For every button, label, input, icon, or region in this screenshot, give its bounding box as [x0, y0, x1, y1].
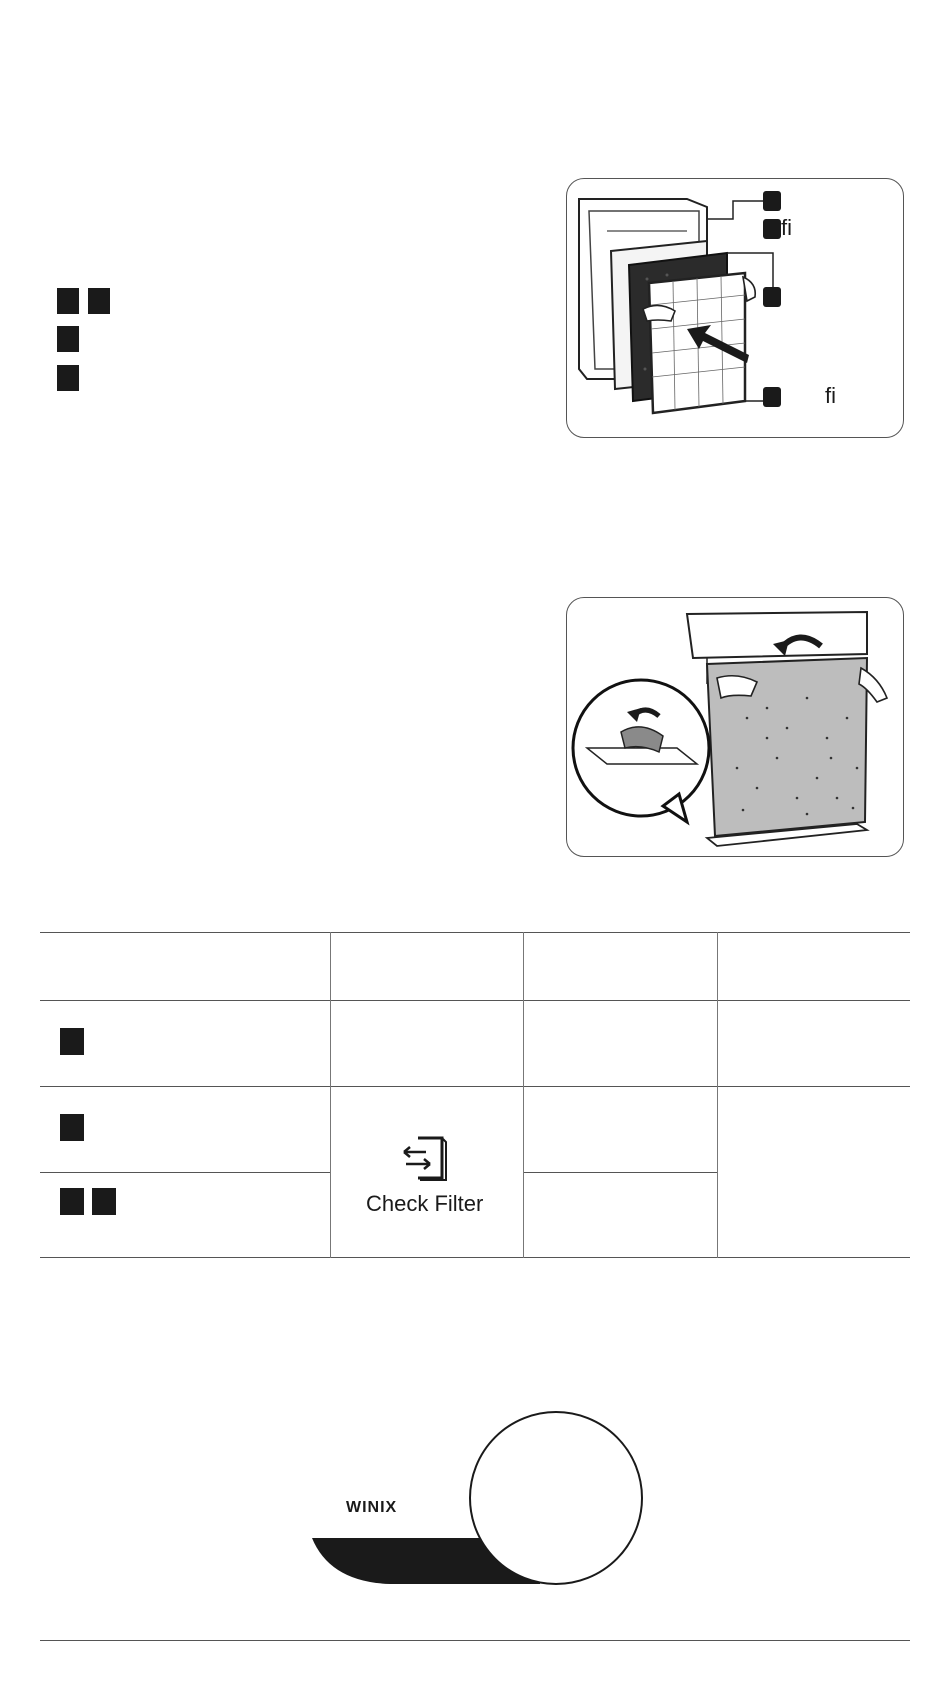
callout-badge-2	[763, 219, 781, 239]
check-filter-label: Check Filter	[366, 1191, 484, 1216]
callout-badge-1	[763, 191, 781, 211]
filter-stack-figure	[566, 178, 904, 438]
table-col-divider-1	[330, 932, 331, 1258]
row1-marker	[60, 1028, 84, 1055]
callout-text-2: ﬁ	[825, 383, 836, 408]
callout-badge-3	[763, 287, 781, 307]
row3-marker-a	[60, 1188, 84, 1215]
list-marker-2	[57, 326, 79, 352]
list-marker-3	[57, 365, 79, 391]
table-rule-top	[40, 932, 910, 933]
winix-logo	[310, 1410, 650, 1590]
list-marker-1a	[57, 288, 79, 314]
filter-stack-illustration	[567, 179, 903, 437]
front-panel-figure	[566, 597, 904, 857]
callout-badge-4	[763, 387, 781, 407]
callout-text-1: ﬁ	[781, 215, 792, 240]
table-rule-header	[40, 1000, 910, 1001]
row3-marker-b	[92, 1188, 116, 1215]
table-rule-row2-mid	[523, 1172, 717, 1173]
table-col-divider-3	[717, 932, 718, 1258]
row2-marker	[60, 1114, 84, 1141]
front-panel-illustration	[567, 598, 903, 856]
list-marker-1b	[88, 288, 110, 314]
footer-rule	[40, 1640, 910, 1641]
indicator-table	[40, 932, 910, 1258]
table-rule-row1	[40, 1086, 910, 1087]
table-col-divider-2	[523, 932, 524, 1258]
check-filter-icon	[396, 1132, 456, 1184]
table-rule-row2-left	[40, 1172, 330, 1173]
brand-name: WINIX	[346, 1499, 398, 1516]
table-rule-bottom	[40, 1257, 910, 1258]
